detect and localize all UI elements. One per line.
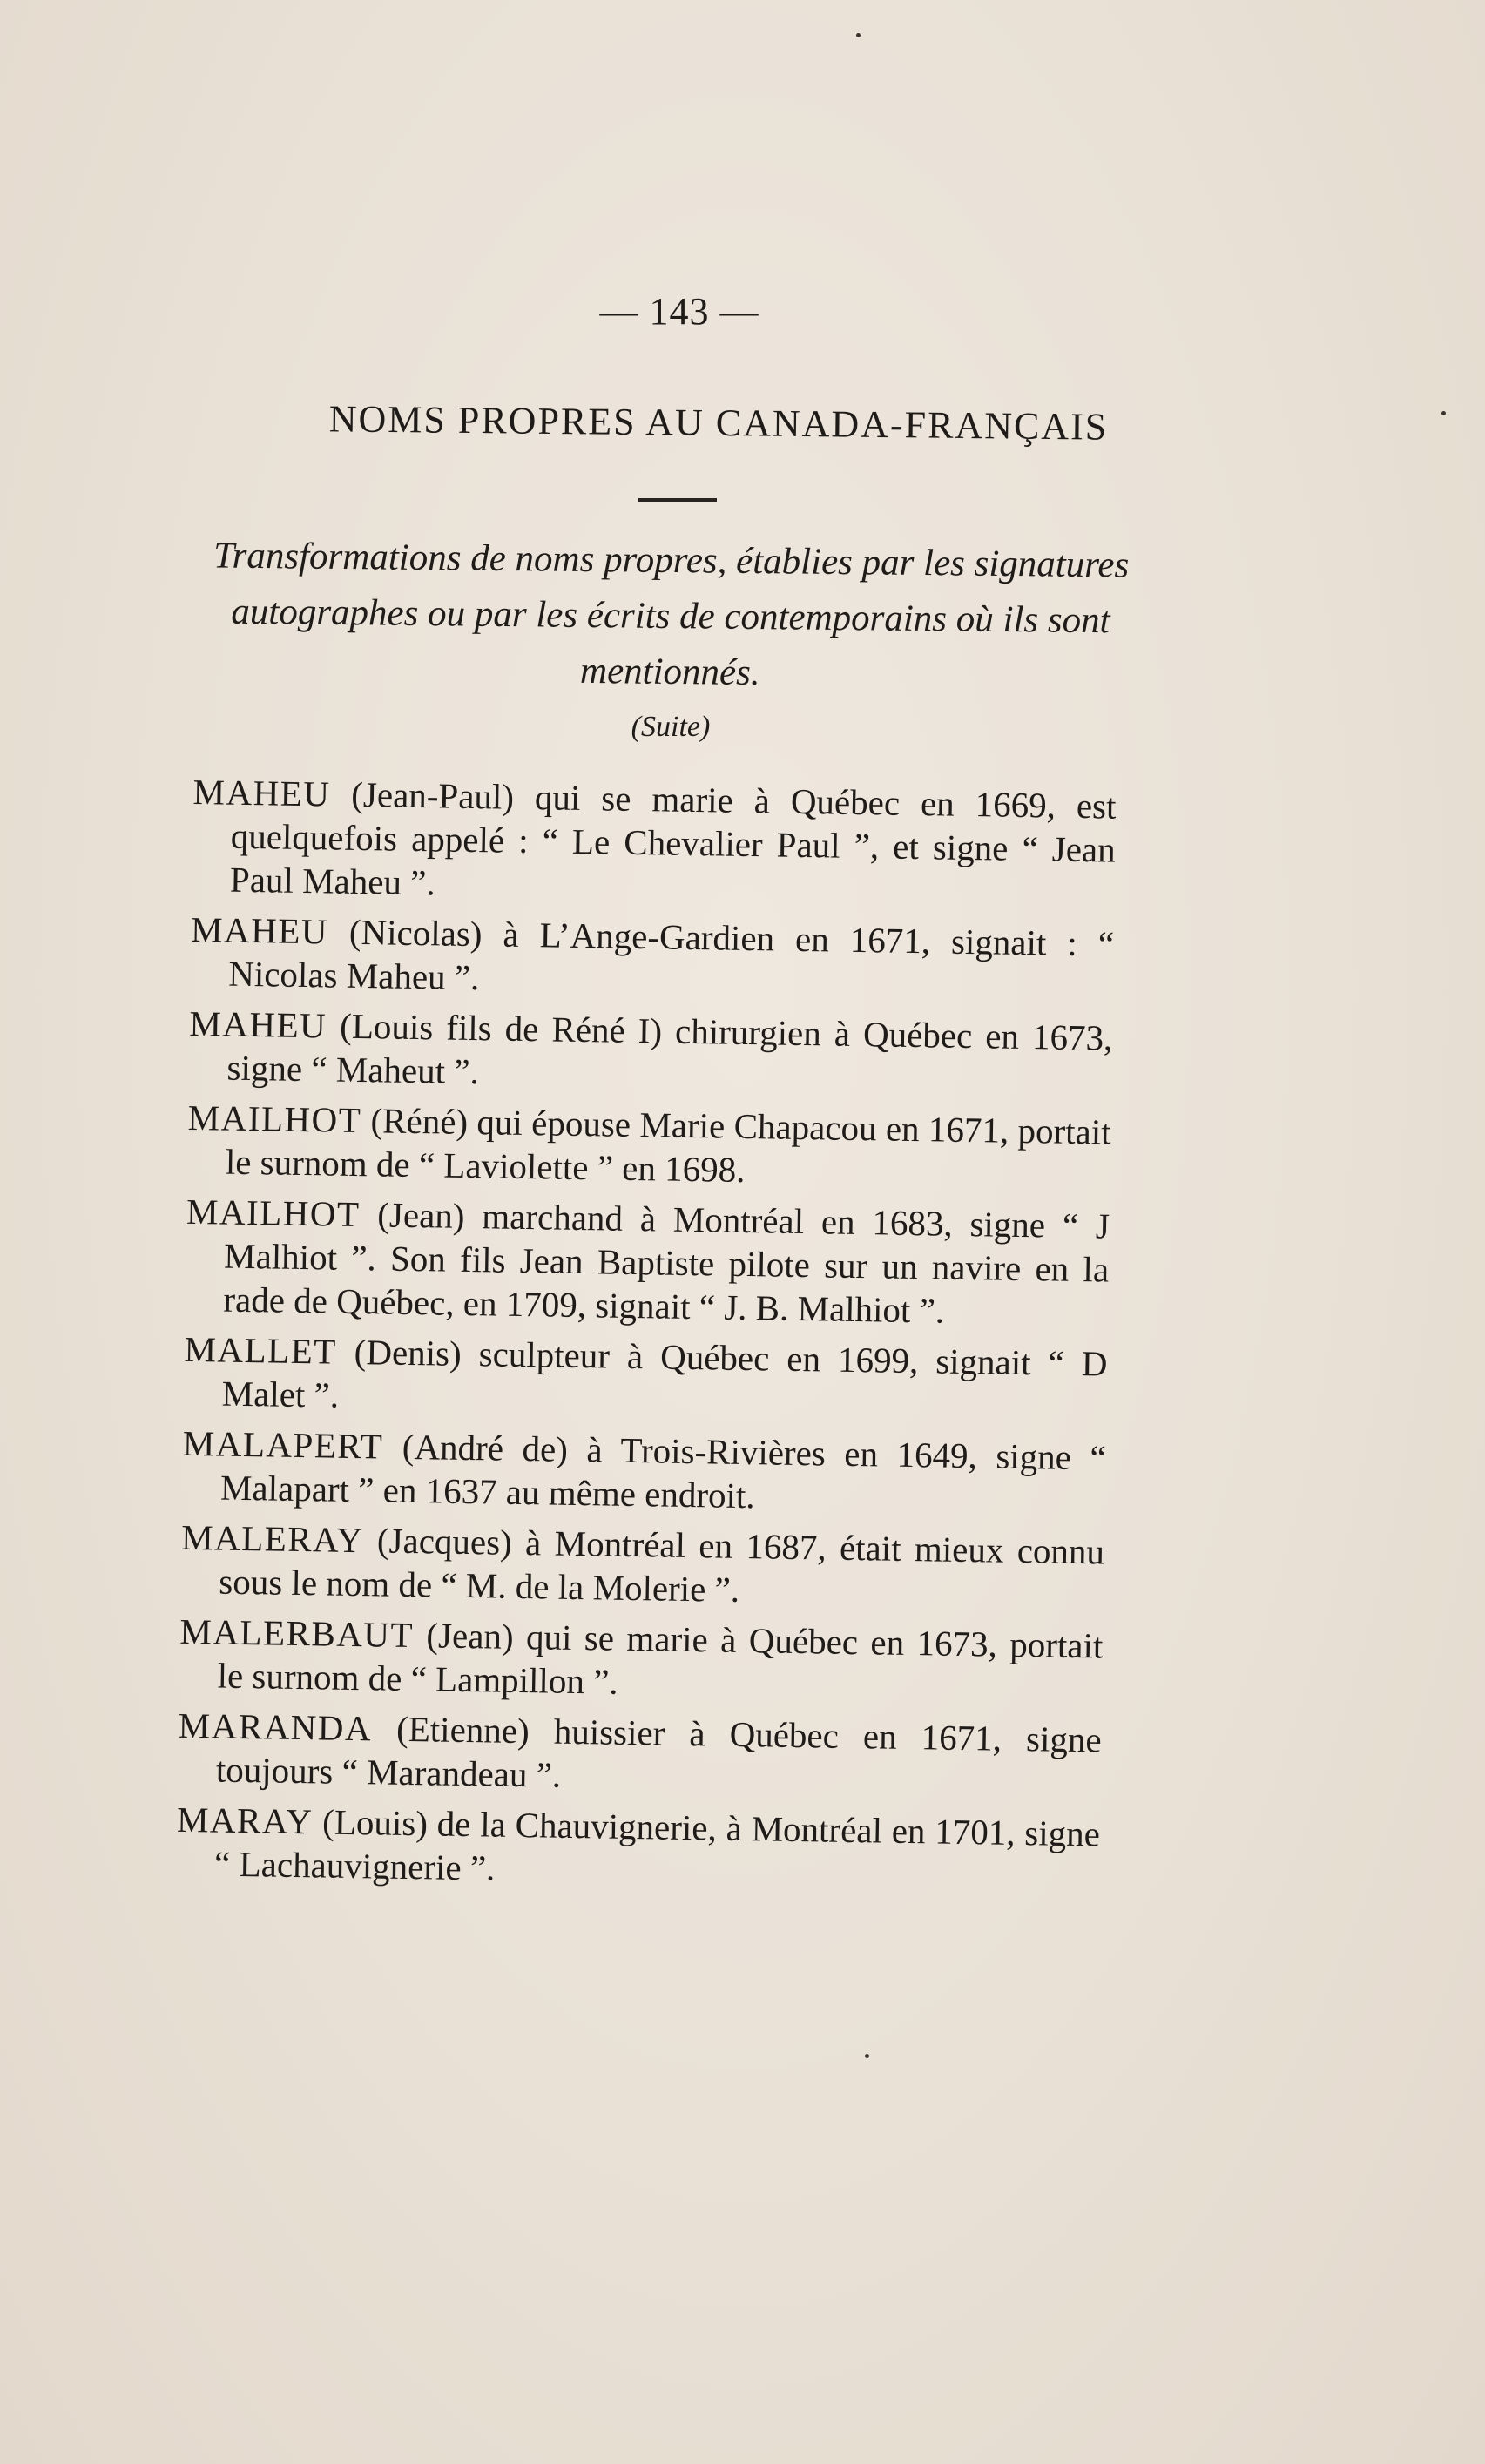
paper-speck (865, 2054, 869, 2058)
entry-text: (Etienne) huissier à Québec en 1671, signe toujours “ Marandeau ”. (215, 1708, 1102, 1795)
list-item (187, 1096, 1111, 1198)
entry-list (176, 770, 1117, 1906)
entry-text: (André de) à Trois-Rivières en 1649, signe “ Malapart ” en 1637 au même endroit. (219, 1426, 1107, 1516)
entry-surname: MARANDA (178, 1705, 373, 1749)
entry-text: (Jean) marchand à Montréal en 1683, signe “ J Malhiot ”. Son fils Jean Baptiste pilote sur un navire en la rade de Québec, en 1709, signait “ J. B. Malhiot ”. (223, 1194, 1110, 1331)
entry-surname: MARAY (176, 1799, 314, 1842)
list-item (190, 908, 1114, 1009)
entry-surname: MAILHOT (187, 1097, 362, 1141)
entry-surname: MAILHOT (186, 1191, 361, 1235)
entry-surname: MALLET (184, 1328, 338, 1372)
list-item (192, 770, 1117, 915)
entry-text: (Nicolas) à L’Ange-Gardien en 1671, signait : “ Nicolas Maheu ”. (227, 911, 1115, 998)
entry-text: (Réné) qui épouse Marie Chapacou en 1671, portait le surnom de “ Laviolette ” en 1698. (225, 1100, 1111, 1191)
entry-text: (Denis) sculpteur à Québec en 1699, signait “ D Malet ”. (221, 1331, 1108, 1415)
title-rule (638, 498, 717, 502)
entry-text: (Louis fils de Réné I) chirurgien à Québec en 1673, signe “ Maheut ”. (226, 1005, 1113, 1092)
page-title: NOMS PROPRES AU CANADA-FRANÇAIS (328, 397, 1109, 449)
entry-text: (Louis) de la Chauvignerie, à Montréal en 1701, signe “ Lachauvignerie ”. (213, 1801, 1101, 1888)
list-item (182, 1421, 1106, 1523)
entry-surname: MALAPERT (182, 1422, 384, 1467)
list-item (180, 1516, 1104, 1617)
page-number: — 143 — (599, 290, 759, 333)
paper-speck (856, 33, 861, 37)
list-item (178, 1704, 1102, 1806)
entry-surname: MAHEU (189, 1002, 327, 1046)
list-item (176, 1798, 1100, 1900)
list-item (183, 1327, 1107, 1429)
list-item (188, 1002, 1112, 1104)
paper-speck (1441, 411, 1446, 415)
entry-surname: MAHEU (192, 771, 331, 814)
list-item (179, 1610, 1103, 1711)
entry-text: (Jean) qui se marie à Québec en 1673, portait le surnom de “ Lampillon ”. (217, 1615, 1104, 1702)
entry-text: (Jacques) à Montréal en 1687, était mieux connu sous le nom de “ M. de la Molerie ”. (219, 1520, 1105, 1610)
entry-surname: MALERAY (180, 1516, 364, 1561)
list-item (185, 1190, 1110, 1335)
section-subtitle: Transformations de noms propres, établies par les signatures autographes ou par les écrits de contemporains où ils sont mentionnés. (213, 535, 1130, 694)
entry-surname: MAHEU (190, 908, 329, 952)
continuation-label: (Suite) (631, 711, 711, 743)
entry-text: (Jean-Paul) qui se marie à Québec en 1669, est quelquefois appelé : “ Le Chevalier Paul ”, et signe “ Jean Paul Maheu ”. (229, 773, 1117, 903)
entry-surname: MALERBAUT (179, 1610, 415, 1656)
